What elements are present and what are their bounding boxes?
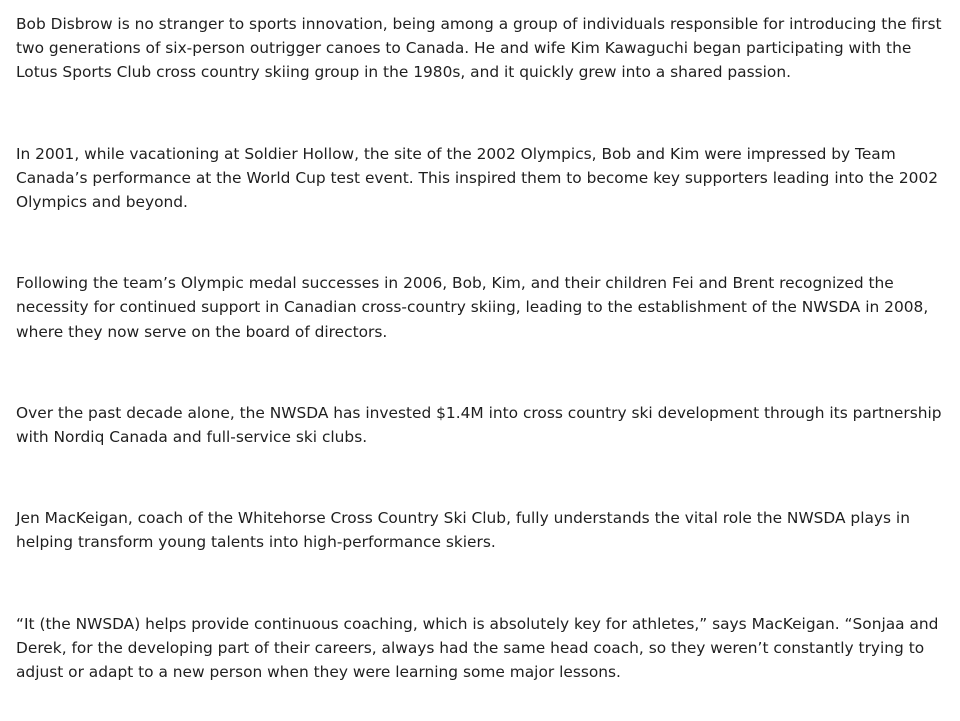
article-body (16, 12, 946, 684)
paragraph-investment: Over the past decade alone, the NWSDA has invested $1.4M into cross country ski development through its partnership with Nordiq Canada and full-service ski clubs. (16, 403, 942, 447)
paragraph-soldier-hollow: In 2001, while vacationing at Soldier Hollow, the site of the 2002 Olympics, Bob and Kim were impressed by Team Canada’s performance at the World Cup test event. This inspired them to become key supporters leading into the 2002 Olympics and beyond. (16, 144, 939, 212)
paragraph-disbrow-intro: Bob Disbrow is no stranger to sports innovation, being among a group of individuals responsible for introducing the first two generations of six-person outrigger canoes to Canada. He and wife Kim Kawaguchi began participating with the Lotus Sports Club cross country skiing group in the 1980s, and it quickly grew into a shared passion. (16, 15, 942, 82)
paragraph-mackeigan-intro: Jen MacKeigan, coach of the Whitehorse Cross Country Ski Club, fully understands the vital role the NWSDA plays in helping transform young talents into high-performance skiers. (16, 509, 910, 552)
paragraph-mackeigan-quote: “It (the NWSDA) helps provide continuous coaching, which is absolutely key for athletes,” says MacKeigan. “Sonjaa and Derek, for the developing part of their careers, always had the same head coach, so they weren’t constantly trying to adjust or adapt to a new person when they were learning some major lessons. (16, 614, 939, 682)
paragraph-nwsda-establishment: Following the team’s Olympic medal successes in 2006, Bob, Kim, and their children Fei and Brent recognized the necessity for continued support in Canadian cross-country skiing, leading to the establishment of the NWSDA in 2008, where they now serve on the board of directors. (16, 274, 929, 341)
